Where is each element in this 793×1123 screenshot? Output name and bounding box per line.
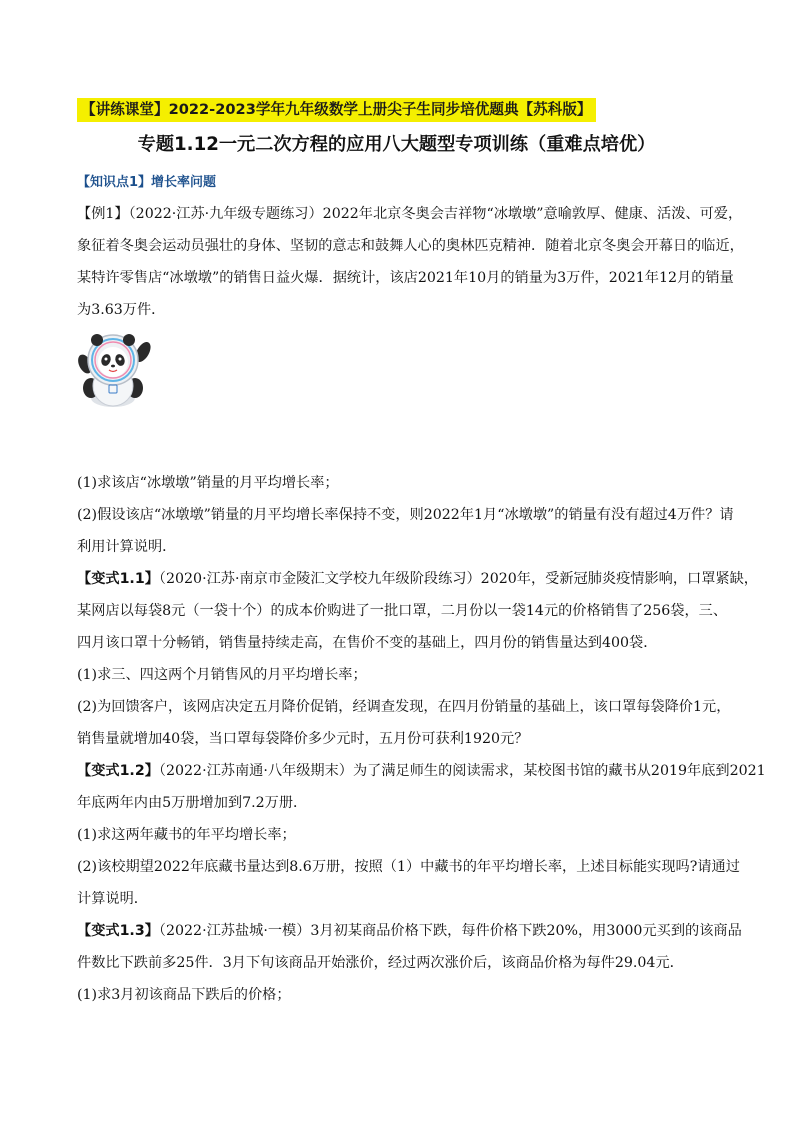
variant-1-2-question-1: (1)求这两年藏书的年平均增长率； [77,827,296,843]
example-1-line-2: 象征着冬奥会运动员强壮的身体、坚韧的意志和鼓舞人心的奥林匹克精神．随着北京冬奥会开幕日的临近， [77,238,744,254]
example-1-line-4: 为3.63万件． [77,302,166,318]
variant-1-1-question-2-line-1: (2)为回馈客户，该网店决定五月降价促销，经调查发现，在四月份销量的基础上，该口罩每袋降价1元， [77,699,731,715]
variant-1-1-question-1: (1)求三、四这两个月销售风的月平均增长率； [77,667,367,683]
variant-1-2 [77,755,766,915]
series-banner: 【讲练课堂】2022-2023学年九年级数学上册尖子生同步培优题典【苏科版】 [77,98,596,122]
variant-1-1-question-2-line-2: 销售量就增加40袋，当口罩每袋降价多少元时，五月份可获利1920元？ [77,731,529,747]
variant-1-2-label: 【变式1.2】 [77,763,159,779]
example-1-line-1: 【例1】（2022·江苏·九年级专题练习）2022年北京冬奥会吉祥物“冰墩墩”意喻敦厚、健康、活泼、可爱， [77,206,743,222]
variant-1-1-label: 【变式1.1】 [77,571,159,587]
variant-1-3-line-2: 件数比下跌前多25件．3月下旬该商品开始涨价，经过两次涨价后，该商品价格为每件29.04元． [77,955,684,971]
variant-1-1-line-3: 四月该口罩十分畅销，销售量持续走高，在售价不变的基础上，四月份的销售量达到400袋． [77,635,658,651]
variant-1-2-question-2-line-2: 计算说明． [77,891,148,907]
variant-1-3-question-1: (1)求3月初该商品下跌后的价格； [77,987,291,1003]
variant-1-2-line-1: 【变式1.2】（2022·江苏南通·八年级期末）为了满足师生的阅读需求，某校图书馆的藏书从2019年底到2021 [77,763,766,779]
page-title: 专题1.12一元二次方程的应用八大题型专项训练（重难点培优） [137,134,656,155]
variant-1-2-question-2-line-1: (2)该校期望2022年底藏书量达到8.6万册，按照（1）中藏书的年平均增长率，上述目标能实现吗?请通过 [77,859,740,875]
variant-1-1 [77,563,758,755]
example-1-line-3: 某特许零售店“冰墩墩”的销售日益火爆．据统计，该店2021年10月的销量为3万件，2021年12月的销量 [77,270,734,286]
variant-1-1-line-1: 【变式1.1】（2020·江苏·南京市金陵汇文学校九年级阶段练习）2020年，受新冠肺炎疫情影响，口罩紧缺， [77,571,758,587]
example-1-label: 【例1】 [77,206,129,222]
variant-1-2-line-2: 年底两年内由5万册增加到7.2万册． [77,795,308,811]
variant-1-3-label: 【变式1.3】 [77,923,159,939]
knowledge-point-heading: 【知识点1】增长率问题 [77,175,217,190]
bing-dwen-dwen-mascot-icon [73,330,155,410]
variant-1-3 [77,915,742,1011]
example-1-question-1: (1)求该店“冰墩墩”销量的月平均增长率； [77,475,339,491]
example-1-question-2: (2)假设该店“冰墩墩”销量的月平均增长率保持不变，则2022年1月“冰墩墩”的销量有没有超过4万件？请 利用计算说明． [77,507,734,555]
example-1 [77,198,744,326]
variant-1-1-line-2: 某网店以每袋8元（一袋十个）的成本价购进了一批口罩，二月份以一袋14元的价格销售了256袋，三、 [77,603,728,619]
variant-1-3-line-1: 【变式1.3】（2022·江苏盐城·一模）3月初某商品价格下跌，每件价格下跌20%，用3000元买到的该商品 [77,923,742,939]
